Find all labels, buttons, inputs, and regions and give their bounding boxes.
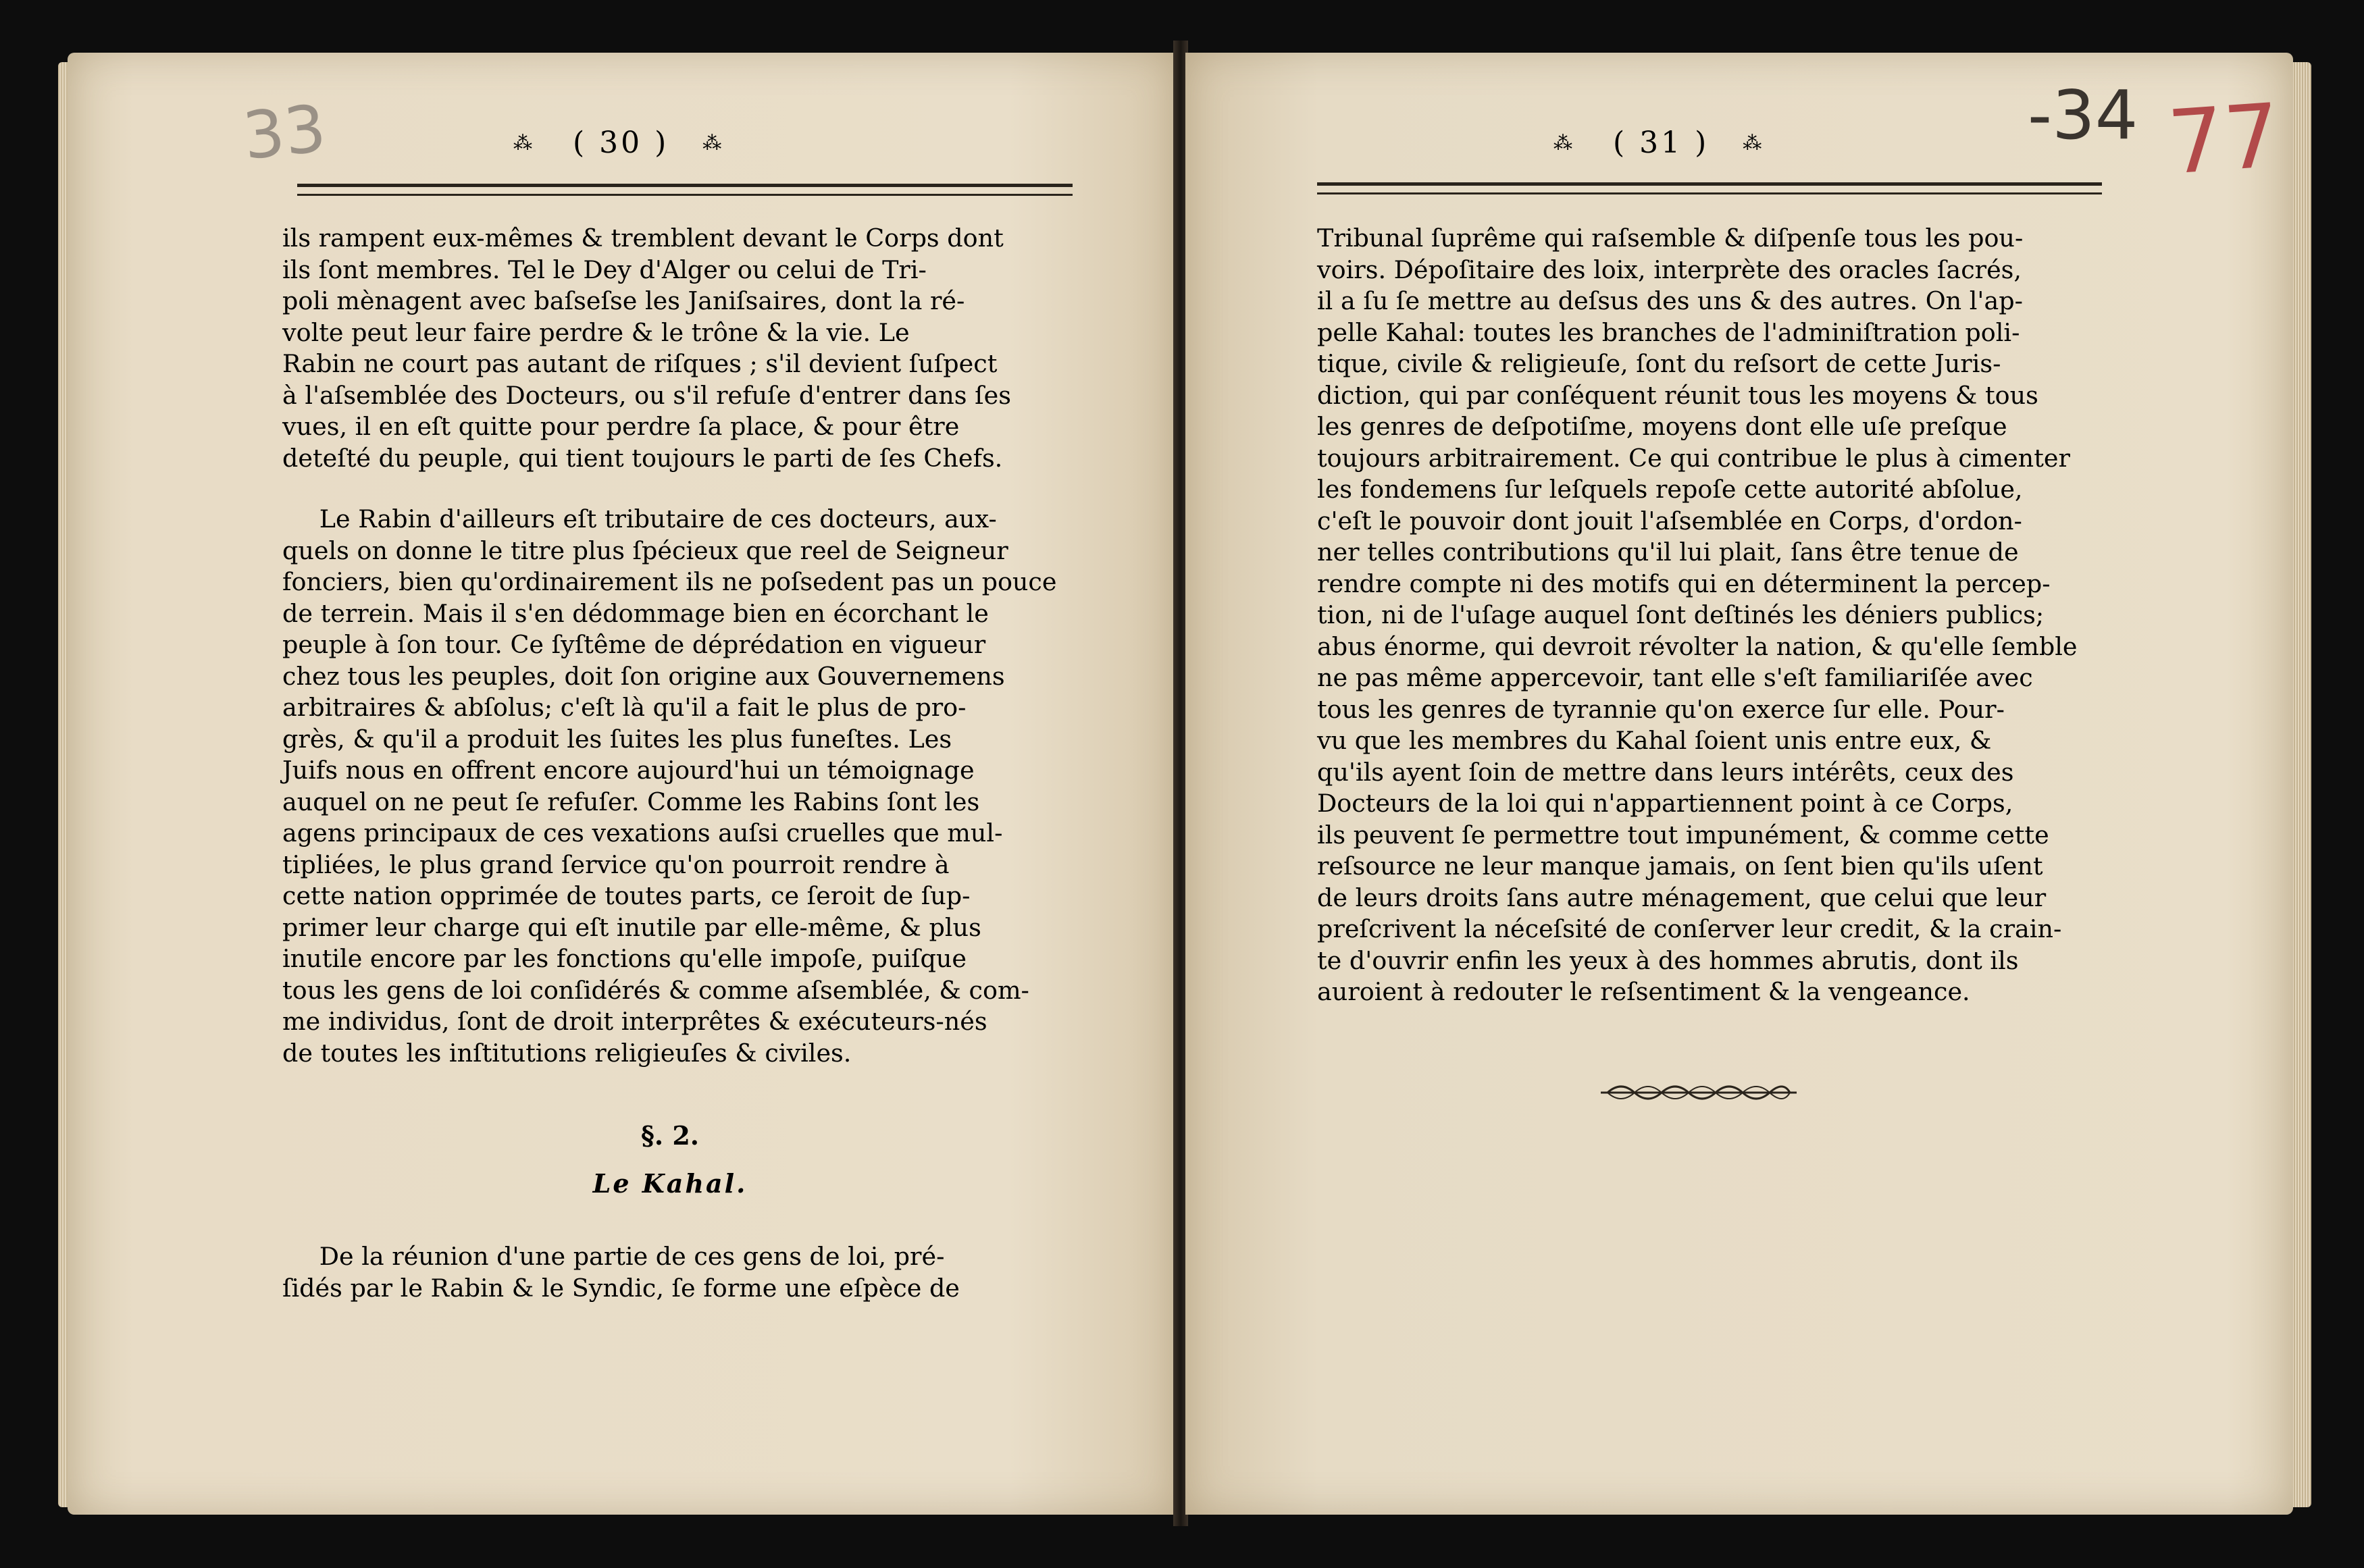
text-line: tion, ni de l'uſage auquel ſont deſtinés les déniers publics; bbox=[1317, 600, 2045, 629]
right-page-text bbox=[1317, 223, 2101, 1008]
left-page-text bbox=[282, 223, 1058, 1304]
text-line: agens principaux de ces vexations auſsi cruelles que mul- bbox=[282, 818, 1003, 847]
text-line: rendre compte ni des motifs qui en déterminent la percep- bbox=[1317, 569, 2051, 598]
text-line: les fondemens ſur leſquels repoſe cette autorité abſolue, bbox=[1317, 475, 2023, 504]
section-title: Le Kahal. bbox=[592, 1168, 748, 1199]
text-line: pelle Kahal: toutes les branches de l'adminiſtration poli- bbox=[1317, 317, 2020, 347]
text-line: ne pas même appercevoir, tant elle s'eſt familiariſée avec bbox=[1317, 663, 2033, 692]
text-line: vues, il en eſt quitte pour perdre ſa place, & pour être bbox=[282, 412, 960, 441]
right-ornament-1: ⁂ bbox=[1553, 131, 1579, 154]
right-red-folio: 77 bbox=[2164, 84, 2284, 194]
text-line: De la réunion d'une partie de ces gens de loi, pré- bbox=[319, 1242, 945, 1271]
text-line: reſsource ne leur manque jamais, on ſent bien qu'ils uſent bbox=[1317, 852, 2043, 881]
text-line: ils peuvent ſe permettre tout impunément, & comme cette bbox=[1317, 820, 2049, 850]
left-pencil-folio: 33 bbox=[239, 90, 330, 175]
right-page-header bbox=[1553, 119, 1768, 166]
text-line: il a ſu ſe mettre au deſsus des uns & des autres. On l'ap- bbox=[1317, 286, 2023, 315]
section-heading: §. 2. bbox=[640, 1120, 699, 1151]
right-ornament-2: ⁂ bbox=[1743, 131, 1769, 154]
left-page-header bbox=[513, 119, 728, 166]
text-line: ſidés par le Rabin & le Syndic, ſe forme une eſpèce de bbox=[282, 1273, 960, 1303]
text-line: ils ſont membres. Tel le Dey d'Alger ou celui de Tri- bbox=[282, 255, 927, 284]
text-line: ils rampent eux-mêmes & tremblent devant le Corps dont bbox=[282, 224, 1004, 253]
text-line: auquel on ne peut ſe refuſer. Comme les Rabins ſont les bbox=[282, 787, 980, 816]
text-line: tipliées, le plus grand ſervice qu'on pourroit rendre à bbox=[282, 850, 950, 879]
text-line: fonciers, bien qu'ordinairement ils ne poſsedent pas un pouce bbox=[282, 567, 1057, 596]
text-line: quels on donne le titre plus ſpécieux que reel de Seigneur bbox=[282, 535, 1008, 565]
text-line: tous les genres de tyrannie qu'on exerce ſur elle. Pour- bbox=[1317, 694, 2005, 724]
text-line: auroient à redouter le reſsentiment & la vengeance. bbox=[1317, 977, 1970, 1006]
text-line: cette nation opprimée de toutes parts, ce ſeroit de ſup- bbox=[282, 881, 971, 910]
text-line: arbitraires & abſolus; c'eſt là qu'il a fait le plus de pro- bbox=[282, 693, 967, 722]
text-line: tous les gens de loi conſidérés & comme aſsemblée, & com- bbox=[282, 975, 1029, 1005]
tailpiece-ornament bbox=[1601, 1079, 1797, 1106]
text-line: Juifs nous en offrent encore aujourd'hui un témoignage bbox=[282, 756, 975, 785]
text-line: Tribunal ſuprême qui raſsemble & diſpenſe tous les pou- bbox=[1317, 224, 2024, 253]
right-header-rule bbox=[1317, 182, 2102, 194]
text-line: c'eſt le pouvoir dont jouit l'aſsemblée en Corps, d'ordon- bbox=[1317, 506, 2022, 535]
right-paragraph-1 bbox=[1317, 223, 2101, 1008]
text-line: primer leur charge qui eſt inutile par elle-même, & plus bbox=[282, 912, 981, 942]
text-line: à l'aſsemblée des Docteurs, ou s'il refuſe d'entrer dans ſes bbox=[282, 380, 1011, 410]
text-line: volte peut leur faire perdre & le trône & la vie. Le bbox=[282, 317, 910, 347]
text-line: me individus, ſont de droit interprêtes & exécuteurs-nés bbox=[282, 1007, 987, 1036]
text-line: poli mènagent avec baſseſse les Janiſsaires, dont la ré- bbox=[282, 286, 965, 315]
left-ornament-2: ⁂ bbox=[702, 131, 729, 154]
left-paragraph-2 bbox=[282, 504, 1058, 1069]
text-line: deteſté du peuple, qui tient toujours le parti de ſes Chefs. bbox=[282, 443, 1003, 473]
text-line: abus énorme, qui devroit révolter la nation, & qu'elle ſemble bbox=[1317, 631, 2078, 661]
right-page-number: ( 31 ) bbox=[1613, 125, 1710, 160]
left-page-number: ( 30 ) bbox=[573, 125, 669, 160]
text-line: preſcrivent la néceſsité de conſerver leur credit, & la crain- bbox=[1317, 914, 2062, 943]
text-line: peuple à ſon tour. Ce ſyſtême de déprédation en vigueur bbox=[282, 630, 986, 659]
left-paragraph-1 bbox=[282, 223, 1058, 474]
text-line: Rabin ne court pas autant de riſques ; s'il devient ſuſpect bbox=[282, 349, 998, 378]
text-line: voirs. Dépoſitaire des loix, interprète des oracles ſacrés, bbox=[1317, 255, 2022, 284]
text-line: les genres de deſpotiſme, moyens dont elle uſe preſque bbox=[1317, 412, 2007, 441]
text-line: de leurs droits ſans autre ménagement, que celui que leur bbox=[1317, 883, 2047, 912]
text-line: inutile encore par les fonctions qu'elle impoſe, puiſque bbox=[282, 944, 967, 973]
left-header-rule bbox=[297, 184, 1073, 196]
left-ornament-1: ⁂ bbox=[513, 131, 539, 154]
left-paragraph-3 bbox=[282, 1241, 1058, 1304]
text-line: de toutes les inſtitutions religieuſes & civiles. bbox=[282, 1038, 852, 1068]
text-line: Le Rabin d'ailleurs eſt tributaire de ces docteurs, aux- bbox=[319, 504, 997, 533]
text-line: Docteurs de la loi qui n'appartiennent point à ce Corps, bbox=[1317, 789, 2013, 818]
text-line: ner telles contributions qu'il lui plait, ſans être tenue de bbox=[1317, 538, 2019, 567]
text-line: tique, civile & religieuſe, ſont du reſsort de cette Juris- bbox=[1317, 349, 2001, 378]
text-line: vu que les membres du Kahal ſoient unis entre eux, & bbox=[1317, 726, 1992, 755]
text-line: qu'ils ayent ſoin de mettre dans leurs intérêts, ceux des bbox=[1317, 757, 2014, 787]
right-pencil-folio: -34 bbox=[2028, 76, 2138, 155]
text-line: de terrein. Mais il s'en dédommage bien en écorchant le bbox=[282, 598, 989, 628]
text-line: diction, qui par conſéquent réunit tous les moyens & tous bbox=[1317, 380, 2038, 410]
text-line: grès, & qu'il a produit les ſuites les plus funeſtes. Les bbox=[282, 724, 952, 754]
text-line: te d'ouvrir enfin les yeux à des hommes abrutis, dont ils bbox=[1317, 945, 2019, 975]
text-line: toujours arbitrairement. Ce qui contribue le plus à cimenter bbox=[1317, 443, 2070, 473]
text-line: chez tous les peuples, doit ſon origine aux Gouvernemens bbox=[282, 661, 1005, 691]
